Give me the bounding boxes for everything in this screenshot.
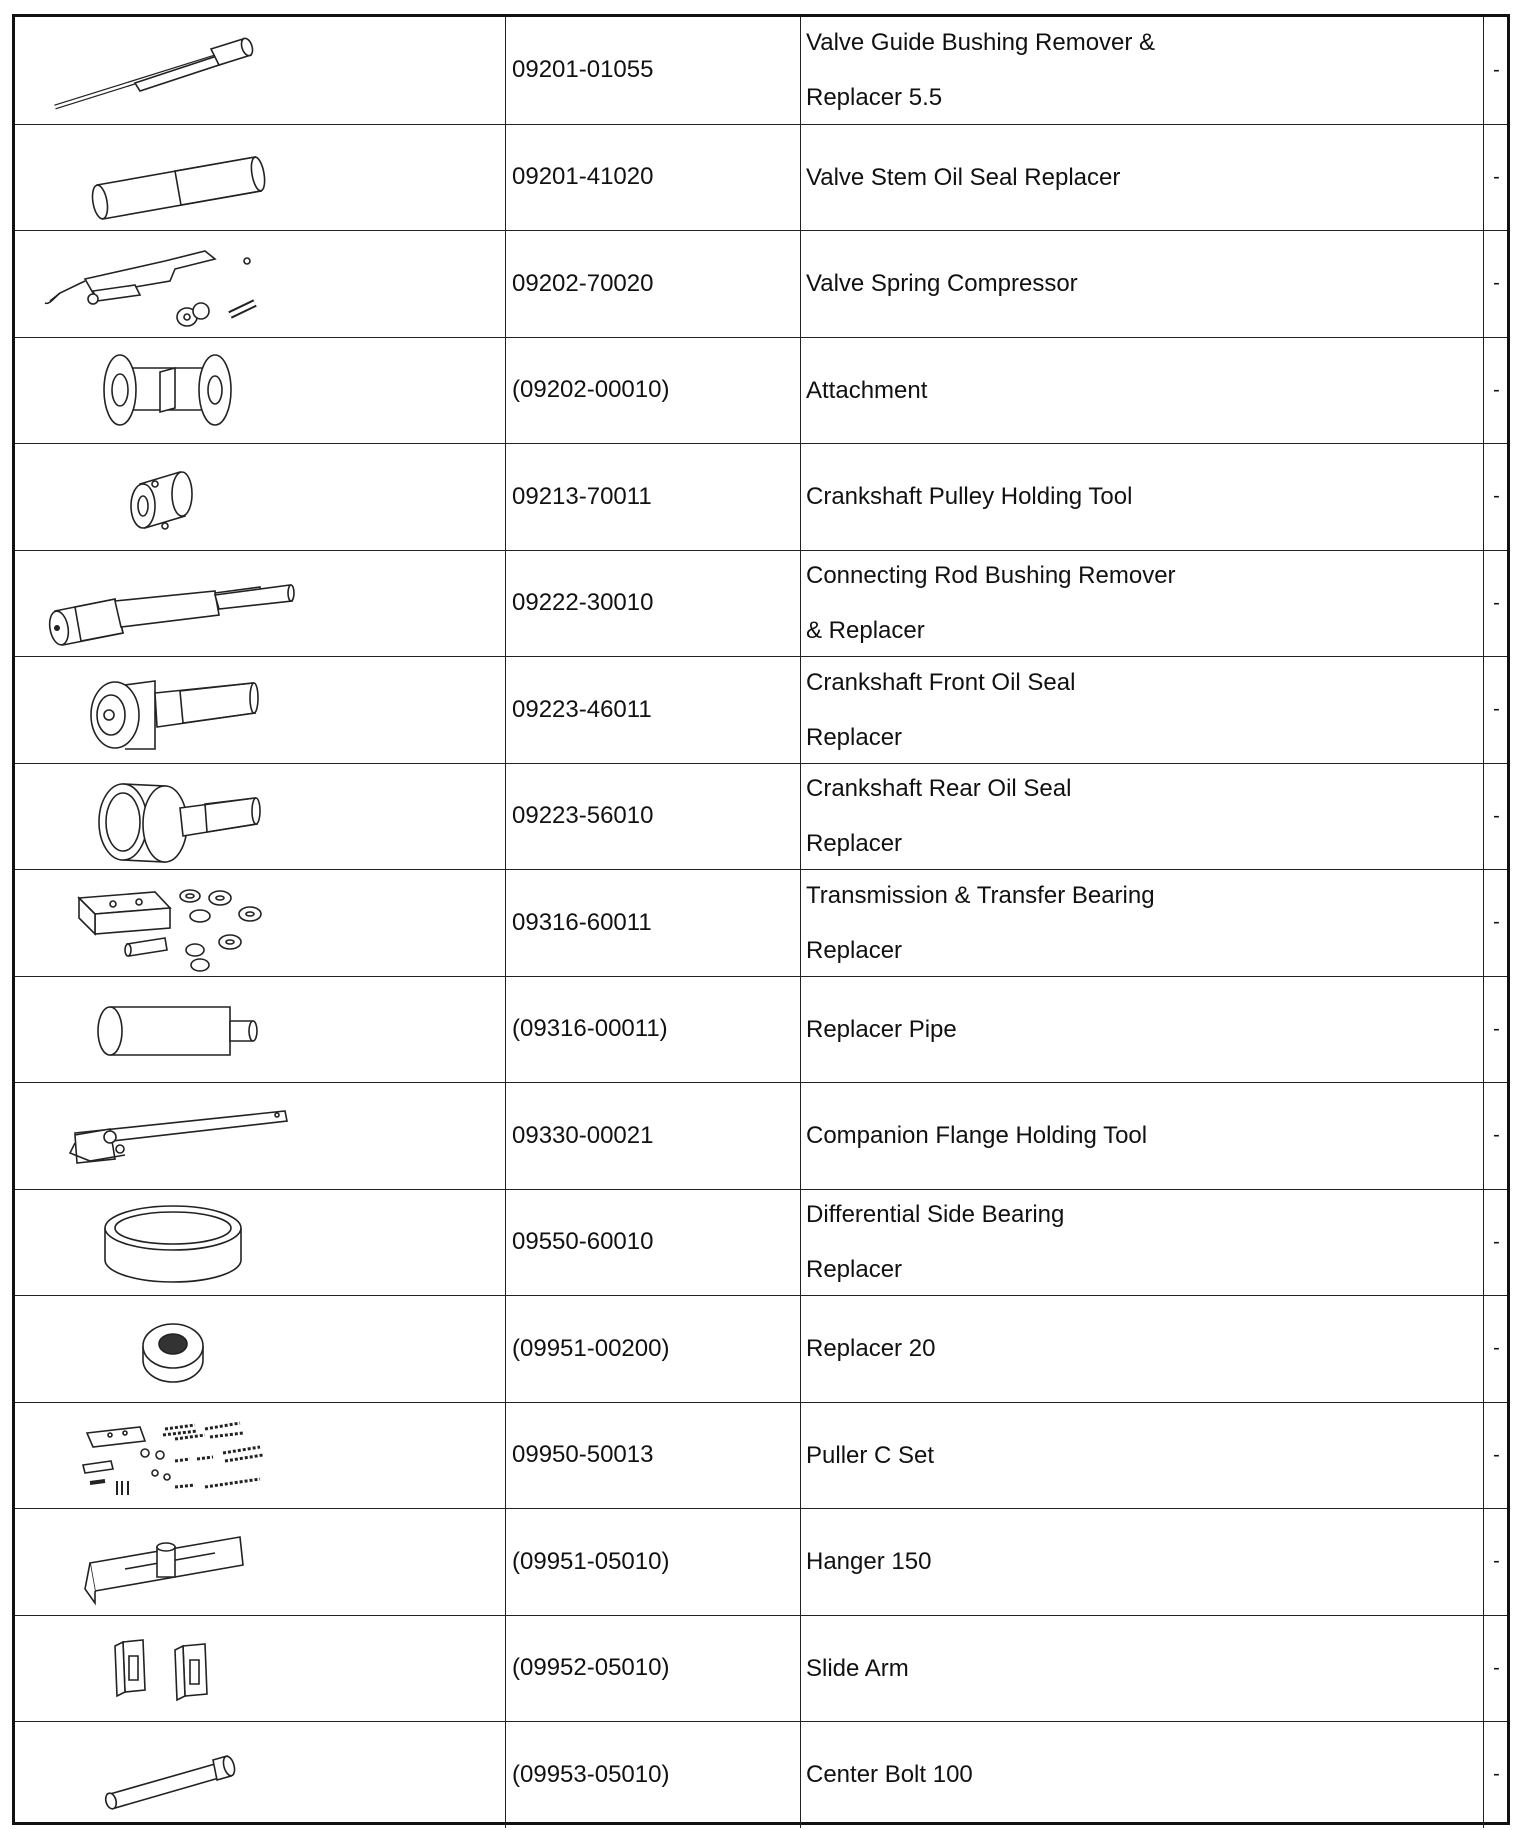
crankshaft-front-oil-seal-replacer-icon (15, 657, 505, 763)
note-text: - (1493, 591, 1500, 614)
tool-illustration-cell (15, 764, 505, 870)
tool-description-line: Crankshaft Rear Oil Seal (806, 775, 1072, 803)
note-text: - (1493, 1550, 1500, 1573)
tool-description-line: Connecting Rod Bushing Remover (806, 562, 1176, 590)
hanger-150-icon (15, 1509, 505, 1615)
table-row (15, 1295, 1507, 1402)
part-number-text: 09202-70020 (512, 269, 654, 297)
tool-description-line: Crankshaft Pulley Holding Tool (806, 483, 1133, 511)
part-number-text: (09316-00011) (512, 1015, 668, 1043)
table-row (15, 763, 1507, 870)
part-number-text: 09213-70011 (512, 482, 652, 510)
note (1483, 1616, 1510, 1722)
part-number-text: 09316-60011 (512, 908, 652, 936)
tool-description-line: Replacer (806, 830, 903, 858)
tool-illustration-cell (15, 1616, 505, 1722)
tool-description-line: Transmission & Transfer Bearing (806, 881, 1155, 909)
table-row (15, 124, 1507, 231)
note-text: - (1493, 911, 1500, 934)
part-number-text: (09951-00200) (512, 1334, 670, 1362)
note-text: - (1493, 58, 1500, 81)
part-number (505, 977, 800, 1083)
note (1483, 1083, 1510, 1189)
part-number-text: 09222-30010 (512, 589, 654, 617)
tool-description (800, 1403, 1483, 1509)
special-tools-table (12, 14, 1510, 1825)
tool-description-line: Replacer (806, 936, 903, 964)
part-number (505, 1083, 800, 1189)
transmission-transfer-bearing-replacer-icon (15, 870, 505, 976)
tool-description (800, 870, 1483, 976)
part-number-text: (09952-05010) (512, 1654, 670, 1682)
tool-illustration-cell (15, 1083, 505, 1189)
part-number (505, 1616, 800, 1722)
note-text: - (1493, 1124, 1500, 1147)
tool-description (800, 551, 1483, 657)
note-text: - (1493, 272, 1500, 295)
table-row (15, 1721, 1507, 1828)
part-number-text: 09330-00021 (512, 1121, 654, 1149)
tool-illustration-cell (15, 1722, 505, 1828)
tool-illustration-cell (15, 338, 505, 444)
tool-description-line: Valve Guide Bushing Remover & (806, 29, 1156, 57)
tool-description (800, 657, 1483, 763)
slide-arm-icon (15, 1616, 505, 1722)
tool-description (800, 17, 1483, 124)
part-number (505, 231, 800, 337)
tool-illustration-cell (15, 1509, 505, 1615)
tool-description (800, 1083, 1483, 1189)
tool-description-line: Puller C Set (806, 1441, 935, 1469)
part-number-text: 09950-50013 (512, 1441, 654, 1469)
table-row (15, 17, 1507, 124)
tool-description (800, 231, 1483, 337)
crankshaft-rear-oil-seal-replacer-icon (15, 764, 505, 870)
tool-illustration-cell (15, 977, 505, 1083)
note-text: - (1493, 1017, 1500, 1040)
center-bolt-100-icon (15, 1722, 505, 1828)
part-number-text: 09223-46011 (512, 695, 652, 723)
table-row (15, 1402, 1507, 1509)
table-row (15, 337, 1507, 444)
part-number (505, 657, 800, 763)
tool-description-line: Differential Side Bearing (806, 1201, 1065, 1229)
tool-description-line: Replacer (806, 1256, 903, 1284)
part-number (505, 1296, 800, 1402)
tool-description-line: Valve Spring Compressor (806, 270, 1078, 298)
tool-description (800, 1296, 1483, 1402)
part-number (505, 125, 800, 231)
tool-illustration-cell (15, 17, 505, 124)
note (1483, 1403, 1510, 1509)
note-text: - (1493, 1656, 1500, 1679)
tool-illustration-cell (15, 444, 505, 550)
table-row (15, 230, 1507, 337)
tool-description (800, 1722, 1483, 1828)
note (1483, 870, 1510, 976)
note (1483, 977, 1510, 1083)
tool-illustration-cell (15, 1403, 505, 1509)
tool-description-line: & Replacer (806, 617, 925, 645)
note (1483, 764, 1510, 870)
note-text: - (1493, 378, 1500, 401)
note (1483, 657, 1510, 763)
puller-c-set-icon (15, 1403, 505, 1509)
table-row (15, 1082, 1507, 1189)
differential-side-bearing-replacer-icon (15, 1190, 505, 1296)
tool-description (800, 1190, 1483, 1296)
table-row (15, 976, 1507, 1083)
note-text: - (1493, 698, 1500, 721)
tool-illustration-cell (15, 657, 505, 763)
tool-description-line: Attachment (806, 376, 928, 404)
crankshaft-pulley-holding-tool-icon (15, 444, 505, 550)
note-text: - (1493, 165, 1500, 188)
tool-illustration-cell (15, 870, 505, 976)
part-number (505, 551, 800, 657)
tool-description-line: Center Bolt 100 (806, 1761, 973, 1789)
companion-flange-holding-tool-icon (15, 1083, 505, 1189)
tool-description-line: Companion Flange Holding Tool (806, 1122, 1148, 1150)
table-row (15, 550, 1507, 657)
tool-description (800, 1509, 1483, 1615)
note (1483, 231, 1510, 337)
note-text: - (1493, 804, 1500, 827)
valve-guide-bushing-remover-icon (15, 17, 505, 123)
note-text: - (1493, 1763, 1500, 1786)
note-text: - (1493, 1230, 1500, 1253)
table-row (15, 869, 1507, 976)
connecting-rod-bushing-remover-icon (15, 551, 505, 657)
table-row (15, 1189, 1507, 1296)
part-number (505, 17, 800, 124)
part-number-text: (09202-00010) (512, 376, 670, 404)
part-number-text: 09201-41020 (512, 163, 654, 191)
note-text: - (1493, 1337, 1500, 1360)
part-number-text: 09223-56010 (512, 802, 654, 830)
tool-description (800, 977, 1483, 1083)
tool-description (800, 125, 1483, 231)
part-number (505, 338, 800, 444)
note (1483, 338, 1510, 444)
tool-illustration-cell (15, 231, 505, 337)
part-number-text: 09550-60010 (512, 1228, 654, 1256)
note (1483, 444, 1510, 550)
tool-description-line: Replacer 5.5 (806, 84, 943, 112)
tool-description-line: Valve Stem Oil Seal Replacer (806, 163, 1121, 191)
note (1483, 125, 1510, 231)
tool-illustration-cell (15, 551, 505, 657)
table-row (15, 1508, 1507, 1615)
part-number (505, 1190, 800, 1296)
note (1483, 551, 1510, 657)
table-row (15, 1615, 1507, 1722)
part-number-text: 09201-01055 (512, 56, 654, 84)
note (1483, 1190, 1510, 1296)
tool-illustration-cell (15, 1190, 505, 1296)
attachment-icon (15, 338, 505, 444)
note (1483, 1296, 1510, 1402)
tool-description-line: Replacer (806, 723, 903, 751)
tool-description (800, 444, 1483, 550)
tool-illustration-cell (15, 1296, 505, 1402)
tool-description-line: Replacer 20 (806, 1335, 936, 1363)
table-row (15, 656, 1507, 763)
note-text: - (1493, 1443, 1500, 1466)
note-text: - (1493, 485, 1500, 508)
tool-description-line: Hanger 150 (806, 1548, 932, 1576)
part-number (505, 1509, 800, 1615)
valve-spring-compressor-icon (15, 231, 505, 337)
note (1483, 1509, 1510, 1615)
part-number (505, 764, 800, 870)
part-number (505, 870, 800, 976)
replacer-pipe-icon (15, 977, 505, 1083)
valve-stem-oil-seal-replacer-icon (15, 125, 505, 231)
part-number (505, 1722, 800, 1828)
tool-description-line: Crankshaft Front Oil Seal (806, 668, 1076, 696)
part-number (505, 1403, 800, 1509)
note (1483, 17, 1510, 124)
table-row (15, 443, 1507, 550)
part-number-text: (09953-05010) (512, 1760, 670, 1788)
note (1483, 1722, 1510, 1828)
part-number (505, 444, 800, 550)
tool-illustration-cell (15, 125, 505, 231)
tool-description-line: Replacer Pipe (806, 1015, 957, 1043)
tool-description (800, 338, 1483, 444)
part-number-text: (09951-05010) (512, 1547, 670, 1575)
replacer-20-icon (15, 1296, 505, 1402)
tool-description-line: Slide Arm (806, 1654, 909, 1682)
tool-description (800, 764, 1483, 870)
tool-description (800, 1616, 1483, 1722)
